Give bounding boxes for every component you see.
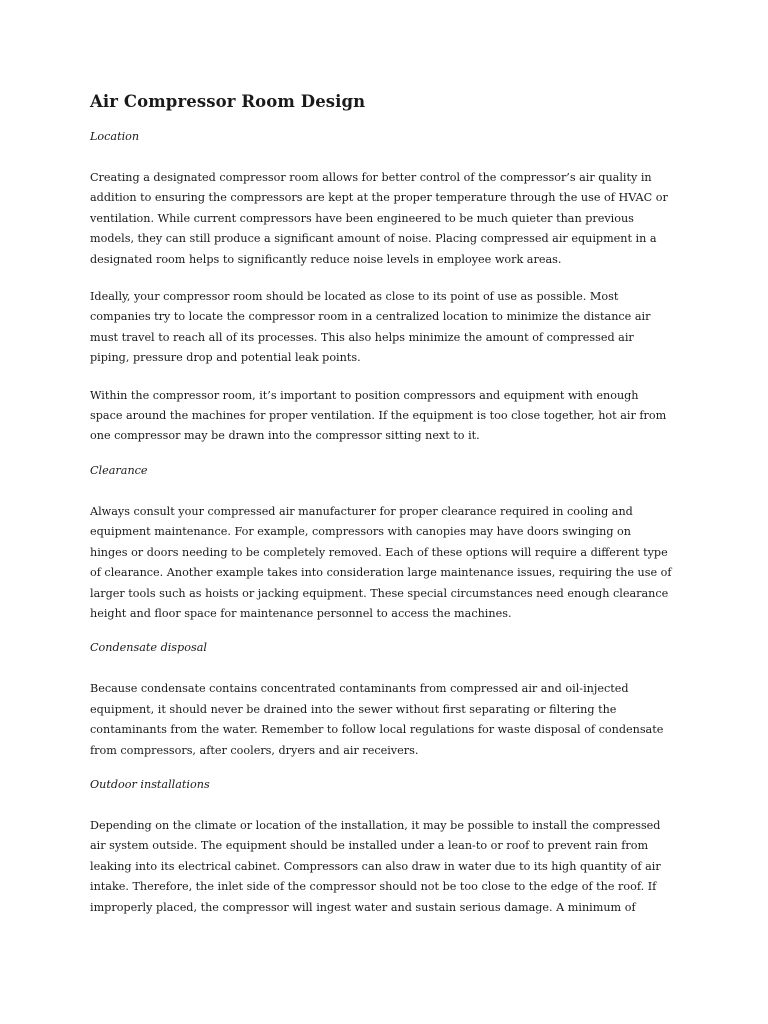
text-line: equipment, it should never be drained into the sewer without first separating or filtering the [90,702,617,716]
text-line: designated room helps to significantly reduce noise levels in employee work areas. [90,252,562,266]
text-line: larger tools such as hoists or jacking equipment. These special circumstances need enough clearance [90,586,669,600]
text-line: hinges or doors needing to be completely removed. Each of these options will require a different type [90,545,668,559]
section-location [90,130,682,447]
document-page [90,88,682,935]
text-line: Always consult your compressed air manufacturer for proper clearance required in cooling and [90,504,633,518]
text-line: intake. Therefore, the inlet side of the compressor should not be too close to the edge of the roof. If [90,880,657,894]
text-line: piping, pressure drop and potential leak points. [90,351,361,365]
text-line: Ideally, your compressor room should be located as close to its point of use as possible. Most [90,290,619,304]
text-line: addition to ensuring the compressors are kept at the proper temperature through the use of HVAC or [90,191,668,205]
section-clearance [90,464,682,624]
paragraph [90,386,682,447]
text-line: leaking into its electrical cabinet. Compressors can also draw in water due to its high quantity of air [90,859,661,873]
text-line: equipment maintenance. For example, compressors with canopies may have doors swinging on [90,525,631,539]
section-heading: Condensate disposal [90,641,207,655]
text-line: must travel to reach all of its processes. This also helps minimize the amount of compressed air [90,330,634,344]
section-condensate-disposal [90,641,682,761]
text-line: air system outside. The equipment should be installed under a lean-to or roof to prevent rain from [90,839,649,853]
text-line: space around the machines for proper ventilation. If the equipment is too close together, hot air from [90,409,667,423]
paragraph [90,502,682,624]
text-line: Creating a designated compressor room allows for better control of the compressor’s air quality in [90,171,652,184]
text-line: Depending on the climate or location of the installation, it may be possible to install the compressed [90,818,661,832]
section-heading: Clearance [90,463,148,477]
text-line: ventilation. While current compressors have been engineered to be much quieter than previous [90,211,634,225]
text-line: improperly placed, the compressor will ingest water and sustain serious damage. A minimum of [90,900,636,914]
text-line: models, they can still produce a significant amount of noise. Placing compressed air equipment in a [90,232,657,246]
text-line: contaminants from the water. Remember to follow local regulations for waste disposal of condensate [90,723,664,737]
page-title: Air Compressor Room Design [90,92,366,111]
section-outdoor-installations [90,778,682,918]
paragraph [90,168,682,270]
section-heading: Outdoor installations [90,777,210,791]
text-line: Because condensate contains concentrated contaminants from compressed air and oil-injected [90,682,629,696]
section-heading: Location [90,130,140,143]
paragraph [90,679,682,761]
text-line: from compressors, after coolers, dryers and air receivers. [90,743,419,757]
paragraph [90,816,682,918]
text-line: height and floor space for maintenance personnel to access the machines. [90,606,512,620]
paragraph [90,287,682,369]
text-line: Within the compressor room, it’s important to position compressors and equipment with enough [90,388,639,402]
text-line: companies try to locate the compressor room in a centralized location to minimize the distance air [90,310,651,324]
text-line: one compressor may be drawn into the compressor sitting next to it. [90,429,480,443]
text-line: of clearance. Another example takes into consideration large maintenance issues, requiring the use of [90,566,672,580]
